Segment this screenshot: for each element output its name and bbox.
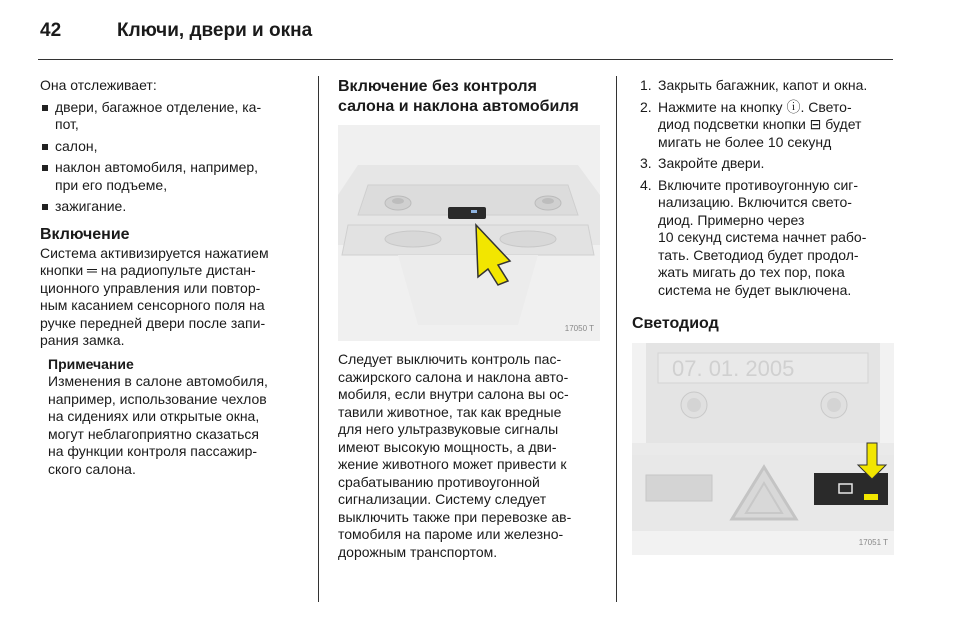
figure-led — [632, 343, 894, 555]
text-line: нализацию. Включится свето- — [658, 194, 852, 210]
page-title: Ключи, двери и окна — [117, 20, 313, 41]
text-line: Включите противоугонную сиг- — [658, 176, 859, 193]
text-line: сажирского салона и наклона авто- — [338, 368, 569, 385]
interior-monitoring-button — [814, 473, 888, 505]
section-heading-led: Светодиод — [632, 315, 719, 332]
page-number: 42 — [40, 20, 62, 41]
text-line: диод подсветки кнопки ⊟ будет — [658, 116, 862, 132]
text-line: Нажмите на кнопку ⓘ. Свето- — [658, 98, 852, 115]
text-line: Изменения в салоне автомобиля, — [48, 373, 268, 389]
bullet-icon — [42, 204, 48, 210]
bullet-icon — [42, 105, 48, 111]
list-item-line: наклон автомобиля, например, — [55, 159, 259, 175]
text-line: на сидениях или открытые окна, — [48, 408, 260, 424]
text-line: жать мигать до тех пор, пока — [658, 264, 845, 280]
section-heading-disable-monitoring — [338, 77, 600, 117]
text-line: тавили животное, так как вредные — [338, 403, 562, 420]
column-right — [632, 77, 900, 555]
text-line: тать. Светодиод будет продол- — [658, 246, 859, 263]
dashboard-panel-illustration — [632, 343, 894, 555]
text-line: ского салона. — [48, 460, 136, 477]
text-line: Следует выключить контроль пас- — [338, 351, 562, 367]
steps-list — [640, 77, 900, 299]
list-item — [40, 198, 305, 216]
text-line: мигать не более 10 секунд — [658, 133, 832, 150]
text-line: мобиля, если внутри салона вы ос- — [338, 386, 569, 402]
text-line: например, использование чехлов — [48, 390, 267, 407]
text-line: диод. Примерно через — [658, 211, 805, 228]
heading-line: Включение без контроля — [338, 78, 537, 95]
bullet-icon — [42, 165, 48, 171]
text-line: на функции контроля пассажир- — [48, 443, 258, 459]
note-heading: Примечание — [48, 355, 134, 372]
text-line: для него ультразвуковые сигналы — [338, 421, 559, 437]
figure-label: 17050 T — [564, 323, 594, 333]
column-divider-1 — [318, 76, 319, 602]
list-item-line: зажигание. — [55, 198, 127, 214]
text-line: система не будет выключена. — [658, 281, 852, 298]
column-left — [40, 77, 305, 478]
interior-monitoring-button — [448, 207, 486, 219]
text-line: имеют высокую мощность, а дви- — [338, 438, 557, 455]
text-line: Система активизируется нажатием — [40, 244, 269, 261]
step-number: 2. — [640, 98, 652, 115]
text-line: сигнализации. Систему следует — [338, 491, 547, 507]
section-heading-activation: Включение — [40, 225, 130, 243]
text-line: выключить также при перевозке ав- — [338, 508, 572, 525]
text-line: срабатыванию противоугонной — [338, 473, 540, 490]
text-line: 10 секунд система начнет рабо- — [658, 229, 867, 245]
text-line: могут неблагоприятно сказаться — [48, 425, 259, 442]
disable-monitoring-text — [338, 351, 600, 561]
list-item-line: при его подъеме, — [55, 176, 168, 193]
step-item — [640, 177, 900, 300]
list-item-line: двери, багажное отделение, ка- — [55, 98, 262, 115]
column-middle — [338, 77, 600, 561]
text-line: ционного управления или повтор- — [40, 279, 261, 296]
figure-interior-button — [338, 125, 600, 341]
text-line: томобиля на пароме или железно- — [338, 526, 564, 542]
text-line: дорожным транспортом. — [338, 543, 498, 560]
column-divider-2 — [616, 76, 617, 602]
step-number: 3. — [640, 155, 652, 171]
step-item — [640, 155, 900, 173]
text-line: кнопки ═ на радиопульте дистан- — [40, 262, 256, 278]
list-item — [40, 99, 305, 134]
led-indicator — [864, 494, 878, 500]
heading-line: салона и наклона автомобиля — [338, 98, 579, 115]
display-date-text: 07. 01. 2005 — [672, 356, 795, 381]
activation-text — [40, 245, 305, 350]
step-item — [640, 77, 900, 95]
list-item — [40, 159, 305, 194]
text-line: ным касанием сенсорного поля на — [40, 297, 265, 313]
text-line: Закрыть багажник, капот и окна. — [658, 77, 868, 93]
list-item — [40, 138, 305, 156]
note-block — [48, 356, 305, 479]
text-line: рания замка. — [40, 332, 125, 348]
step-item — [640, 99, 900, 152]
text-line: ручке передней двери после запи- — [40, 314, 266, 331]
bullet-icon — [42, 144, 48, 150]
list-item-line: пот, — [55, 116, 79, 132]
text-line: Закройте двери. — [658, 155, 765, 171]
header-rule — [38, 59, 893, 60]
step-number: 1. — [640, 77, 652, 93]
list-item-line: салон, — [55, 137, 98, 154]
text-line: жение животного может привести к — [338, 456, 567, 472]
monitored-list — [40, 99, 305, 216]
ceiling-console-illustration — [338, 125, 600, 341]
figure-label: 17051 T — [858, 537, 888, 547]
step-number: 4. — [640, 176, 652, 193]
intro-text: Она отслеживает: — [40, 77, 157, 93]
